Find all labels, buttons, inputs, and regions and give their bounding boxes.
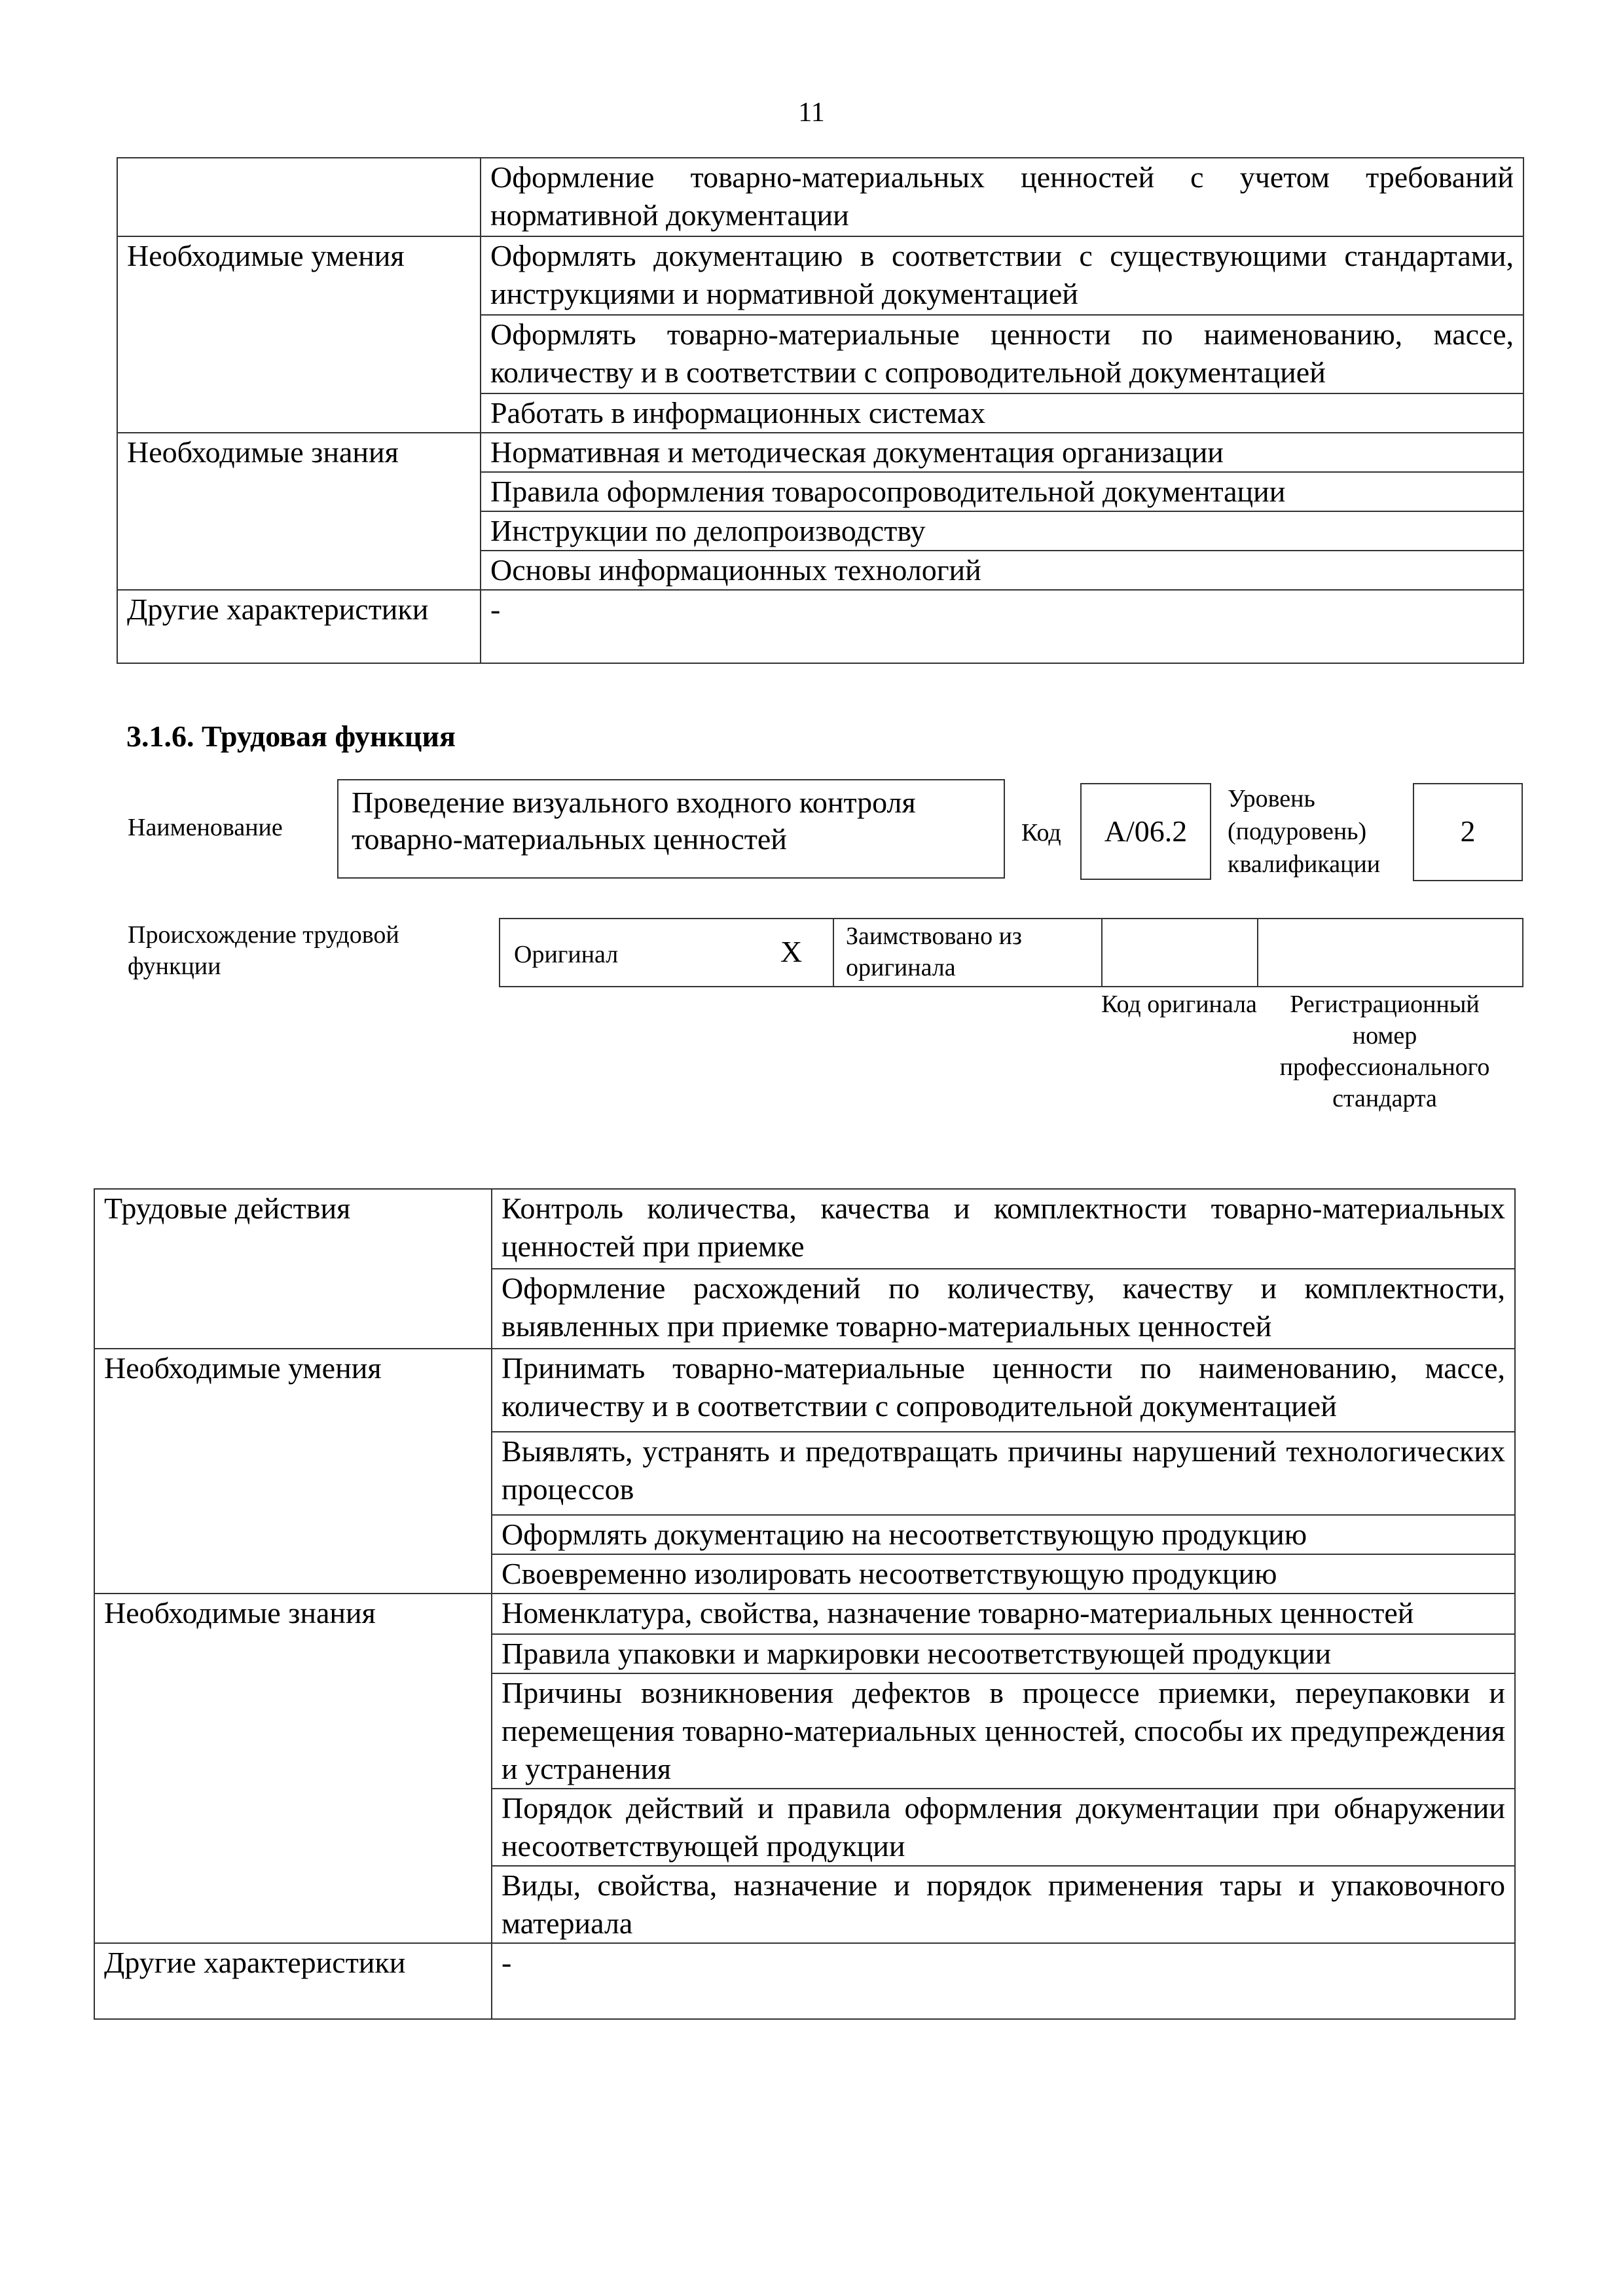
top-requirements-table <box>117 157 1524 664</box>
row-label: Другие характеристики <box>117 590 481 663</box>
row-label: Другие характеристики <box>94 1943 492 2019</box>
row-item: Контроль количества, качества и комплектности товарно-материальных ценностей при приемке <box>492 1189 1515 1269</box>
row-label: Необходимые знания <box>117 433 481 590</box>
row-item: Выявлять, устранять и предотвращать причины нарушений технологических процессов <box>492 1432 1515 1515</box>
row-item: Инструкции по делопроизводству <box>481 511 1523 551</box>
row-item: Номенклатура, свойства, назначение товарно-материальных ценностей <box>492 1594 1515 1634</box>
row-item: Нормативная и методическая документация организации <box>481 433 1523 472</box>
row-item: Оформление товарно-материальных ценностей с учетом требований нормативной документации <box>481 158 1523 236</box>
row-label <box>117 158 481 236</box>
table-row <box>117 236 1523 315</box>
origin-divider <box>1257 918 1258 987</box>
row-label: Трудовые действия <box>94 1189 492 1349</box>
row-item: Порядок действий и правила оформления документации при обнаружении несоответствующей продукции <box>492 1789 1515 1866</box>
borrowed-label: Заимствовано из оригинала <box>846 922 1022 981</box>
origin-divider <box>833 918 834 987</box>
table-row <box>94 1943 1515 2019</box>
row-item: Оформлять товарно-материальные ценности по наименованию, массе, количеству и в соответствии с сопроводительной документацией <box>481 315 1523 393</box>
section-heading: 3.1.6. Трудовая функция <box>126 720 456 753</box>
level-value: 2 <box>1460 814 1476 848</box>
row-label: Необходимые знания <box>94 1594 492 1943</box>
row-item: Оформление расхождений по количеству, качеству и комплектности, выявленных при приемке товарно-материальных ценностей <box>492 1269 1515 1349</box>
row-item: Правила оформления товаросопроводительной документации <box>481 472 1523 511</box>
row-item: Оформлять документацию на несоответствующую продукцию <box>492 1515 1515 1554</box>
row-item: Правила упаковки и маркировки несоответствующей продукции <box>492 1634 1515 1673</box>
table-row <box>117 590 1523 663</box>
origin-divider <box>1101 918 1103 987</box>
code-original-caption: Код оригинала <box>1101 991 1257 1018</box>
level-label: Уровень (подуровень) квалификации <box>1228 785 1381 878</box>
row-label: Необходимые умения <box>117 236 481 433</box>
row-item: Причины возникновения дефектов в процессе приемки, переупаковки и перемещения товарно-материальных ценностей, способы их предупреждения и устранения <box>492 1673 1515 1789</box>
row-item: Основы информационных технологий <box>481 551 1523 590</box>
code-value: A/06.2 <box>1104 814 1188 848</box>
row-item: - <box>481 590 1523 663</box>
table-row <box>117 433 1523 472</box>
code-label: Код <box>1021 819 1061 847</box>
function-name: Проведение визуального входного контроля товарно-материальных ценностей <box>352 786 916 856</box>
table-row <box>117 158 1523 236</box>
name-label: Наименование <box>128 814 283 841</box>
original-mark: X <box>780 935 803 968</box>
row-label: Необходимые умения <box>94 1349 492 1594</box>
row-item: Работать в информационных системах <box>481 393 1523 433</box>
row-item: Виды, свойства, назначение и порядок применения тары и упаковочного материала <box>492 1866 1515 1943</box>
origin-label: Происхождение трудовой функции <box>128 921 399 980</box>
table-row <box>94 1349 1515 1432</box>
function-requirements-table <box>94 1188 1516 2020</box>
page-number: 11 <box>798 98 825 128</box>
reg-number-caption: Регистрационный номер профессионального стандарта <box>1279 991 1490 1112</box>
original-label: Оригинал <box>514 941 619 968</box>
table-row <box>94 1594 1515 1634</box>
level-box <box>1413 783 1523 881</box>
table-row <box>94 1189 1515 1269</box>
code-box <box>1080 783 1211 880</box>
row-item: Своевременно изолировать несоответствующую продукцию <box>492 1554 1515 1594</box>
row-item: Принимать товарно-материальные ценности по наименованию, массе, количеству и в соответствии с сопроводительной документацией <box>492 1349 1515 1432</box>
row-item: - <box>492 1943 1515 2019</box>
row-item: Оформлять документацию в соответствии с существующими стандартами, инструкциями и нормативной документацией <box>481 236 1523 315</box>
function-name-box <box>337 779 1005 879</box>
